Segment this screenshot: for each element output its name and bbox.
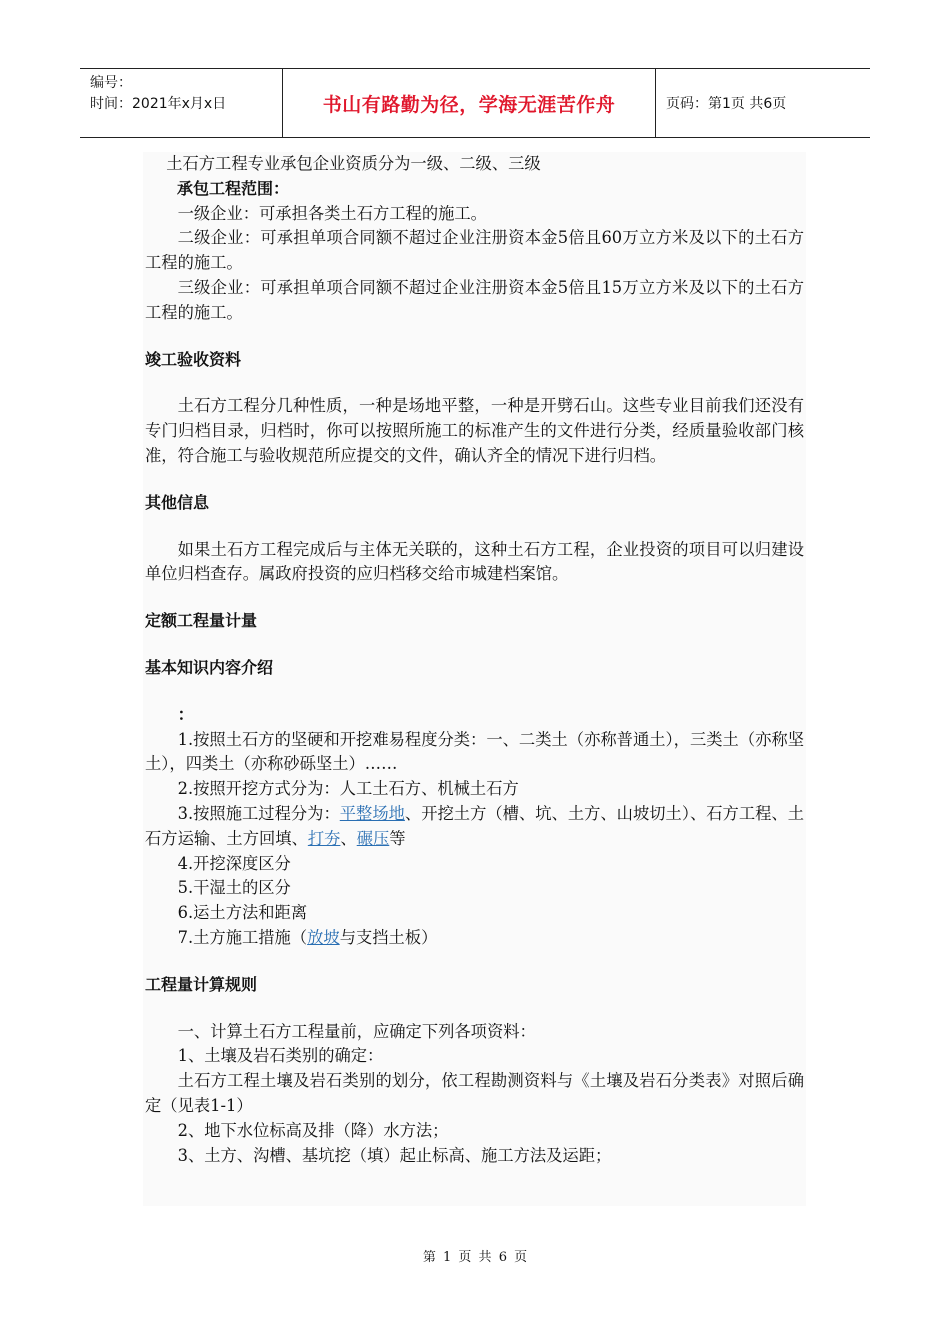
link-tamping[interactable]: 打夯 [307, 828, 341, 848]
calc-rules-heading: 工程量计算规则 [145, 974, 258, 994]
colon-mark: ： [177, 704, 194, 724]
other-paragraph: 如果土石方工程完成后与主体无关联的，这种土石方工程，企业投资的项目可以归建设单位归档查存。属政府投资的应归档移交给市城建档案馆。 [145, 539, 804, 584]
link-site-leveling[interactable]: 平整场地 [339, 803, 405, 823]
page-header [80, 68, 870, 138]
link-rolling[interactable]: 碾压 [356, 828, 390, 848]
quota-heading: 定额工程量计量 [145, 611, 258, 631]
page-footer: 第 1 页 共 6 页 [422, 1250, 528, 1265]
scope-heading: 承包工程范围： [177, 178, 290, 198]
intro-paragraph: 土石方工程专业承包企业资质分为一级、二级、三级 [166, 154, 541, 173]
list-item-5: 5.干湿土的区分 [177, 878, 291, 898]
list-item-7 [145, 926, 804, 951]
level3-paragraph: 三级企业：可承担单项合同额不超过企业注册资本金5倍且15万立方米及以下的土石方工程的施工。 [145, 277, 804, 322]
acceptance-heading: 竣工验收资料 [145, 349, 242, 369]
level1-paragraph: 一级企业：可承担各类土石方工程的施工。 [177, 203, 487, 223]
item3-prefix: 3.按照施工过程分为： [177, 803, 340, 823]
list-item-4: 4.开挖深度区分 [177, 853, 291, 873]
header-motto-cell [282, 69, 656, 137]
link-slope[interactable]: 放坡 [307, 927, 340, 947]
list-item-6: 6.运土方法和距离 [177, 903, 308, 923]
calc-paragraph-2: 1、土壤及岩石类别的确定： [177, 1046, 384, 1066]
other-heading: 其他信息 [145, 492, 210, 512]
item7-suffix: 与支挡土板） [339, 927, 438, 947]
calc-paragraph-1: 一、计算土石方工程量前，应确定下列各项资料： [177, 1021, 536, 1041]
number-label: 编号： [90, 75, 132, 91]
document-body [143, 152, 806, 1206]
item7-prefix: 7.土方施工措施（ [177, 927, 308, 947]
basic-knowledge-heading: 基本知识内容介绍 [145, 657, 274, 677]
time-label: 时间：2021年x月x日 [90, 96, 227, 112]
acceptance-paragraph: 土石方工程分几种性质，一种是场地平整，一种是开劈石山。这些专业目前我们还没有专门归档目录，归档时，你可以按照所施工的标准产生的文件进行分类，经质量验收部门核准，符合施工与验收规范所应提交的文件，确认齐全的情况下进行归档。 [145, 396, 804, 465]
header-page-info: 页码：第1页 共6页 [666, 96, 787, 112]
motto-text: 书山有路勤为径，学海无涯苦作舟 [322, 93, 616, 116]
item3-middle: 、开挖土方（槽、坑、土方、山坡切土）、石方工程、土石方运输、土方回填、 [145, 803, 804, 848]
item3-suffix: 等 [389, 828, 406, 848]
calc-paragraph-3: 土石方工程土壤及岩石类别的划分，依工程勘测资料与《土壤及岩石分类表》对照后确定（见表1-1） [145, 1071, 804, 1115]
list-item-3 [145, 802, 804, 852]
calc-paragraph-4: 2、地下水位标高及排（降）水方法； [177, 1120, 449, 1140]
calc-paragraph-5: 3、土方、沟槽、基坑挖（填）起止标高、施工方法及运距； [177, 1145, 612, 1165]
level2-paragraph: 二级企业：可承担单项合同额不超过企业注册资本金5倍且60万立方米及以下的土石方工程的施工。 [145, 228, 804, 273]
header-meta [80, 69, 282, 137]
item3-separator: 、 [340, 828, 357, 848]
list-item-1: 1.按照土石方的坚硬和开挖难易程度分类：一、二类土（亦称普通土），三类土（亦称坚土），四类土（亦称砂砾坚土）…… [145, 729, 804, 774]
list-item-2: 2.按照开挖方式分为：人工土石方、机械土石方 [177, 779, 519, 799]
